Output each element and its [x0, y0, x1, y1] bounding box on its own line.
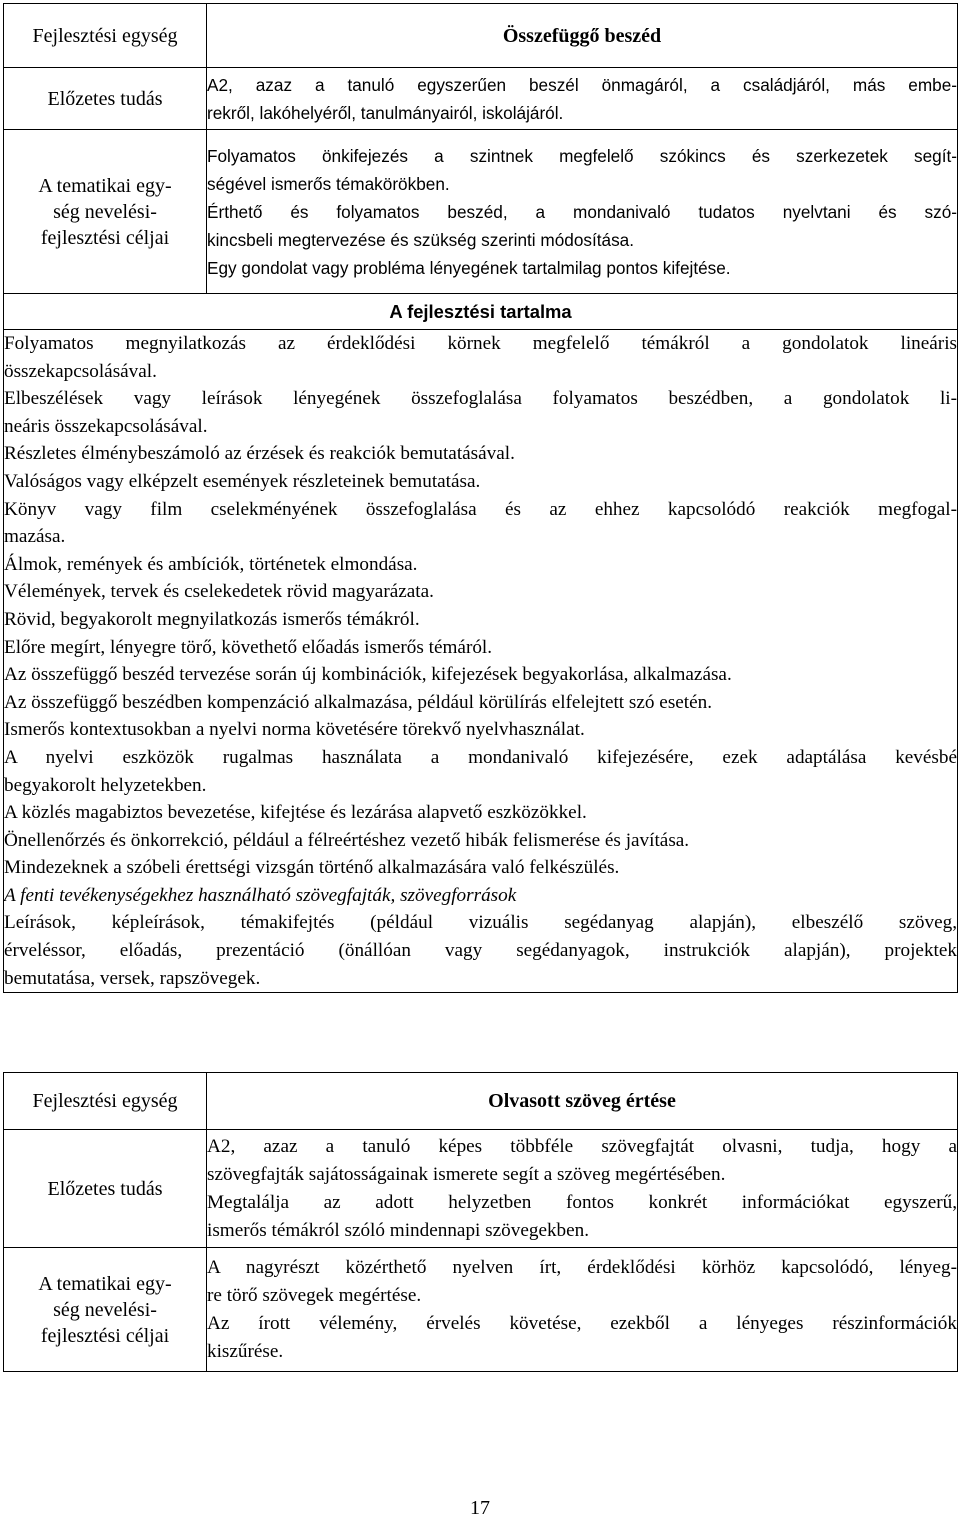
- content-line: Vélemények, tervek és cselekedetek rövid magyarázata.: [4, 581, 434, 603]
- unit-table-speaking: [3, 3, 958, 993]
- content-line: Álmok, remények és ambíciók, történetek elmondása.: [4, 553, 418, 575]
- page-number: 17: [470, 1497, 490, 1519]
- content-line: Ismerős kontextusokban a nyelvi norma követésére törekvő nyelvhasználat.: [4, 719, 585, 741]
- prior-knowledge-label: Előzetes tudás: [4, 1130, 207, 1248]
- text-types-line: érveléssor, előadás, prezentáció (önállóan vagy segédanyagok, instrukciók alapján), projektek: [4, 940, 957, 962]
- unit-table-reading: [3, 1072, 958, 1372]
- content-line: Önellenőrzés és önkorrekció, például a félreértéshez vezető hibák felismerése és javítása.: [4, 829, 690, 851]
- content-line: Rövid, begyakorolt megnyilatkozás ismerős témákról.: [4, 608, 420, 630]
- content-line: Valóságos vagy elképzelt események részleteinek bemutatása.: [4, 470, 481, 492]
- content-line: Elbeszélések vagy leírások lényegének összefoglalása folyamatos beszédben, a gondolatok li-: [4, 388, 957, 410]
- prior-knowledge-text: A2, azaz a tanuló egyszerűen beszél önmagáról, a családjáról, más embe- rekről, lakóhelyéről, tanulmányairól, iskolájáról.: [207, 68, 958, 130]
- goals-text: A nagyrészt közérthető nyelven írt, érdeklődési körhöz kapcsolódó, lényeg- re törő szövegek megértése. Az írott vélemény, érvelés követése, ezekből a lényeges részinformációk kiszűrése.: [207, 1248, 958, 1372]
- content-line: Előre megírt, lényegre törő, követhető előadás ismerős témáról.: [4, 636, 493, 658]
- content-line: Az összefüggő beszéd tervezése során új kombinációk, kifejezések begyakorlása, alkalmazása.: [4, 664, 732, 686]
- content-section-title: A fejlesztési tartalma: [4, 294, 958, 330]
- content-line: Részletes élménybeszámoló az érzések és reakciók bemutatásával.: [4, 443, 515, 465]
- content-line: Folyamatos megnyilatkozás az érdeklődési körnek megfelelő témákról a gondolatok lineáris: [4, 333, 957, 354]
- content-line: összekapcsolásával.: [4, 360, 157, 382]
- goals-text: Folyamatos önkifejezés a szintnek megfelelő szókincs és szerkezetek segít- ségével ismerős témakörökben. Érthető és folyamatos beszéd, a mondanivaló tudatos nyelvtani és szó- kincsbeli megtervezése és szükség szerinti módosítása. Egy gondolat vagy probléma lényegének tartalmilag pontos kifejtése.: [207, 130, 958, 294]
- header-unit-label: Fejlesztési egység: [4, 4, 207, 68]
- prior-knowledge-text: A2, azaz a tanuló képes többféle szövegfajtát olvasni, tudja, hogy a szövegfajták sajátosságainak ismerete segít a szöveg megértésében. Megtalálja az adott helyzetben fontos konkrét információkat egyszerű, ismerős témákról szóló mindennapi szövegekben.: [207, 1130, 958, 1248]
- text-types-line: Leírások, képleírások, témakifejtés (például vizuális segédanyag alapján), elbeszélő szöveg,: [4, 912, 957, 934]
- content-line: Könyv vagy film cselekményének összefoglalása és az ehhez kapcsolódó reakciók megfogal-: [4, 498, 957, 520]
- content-line: Mindezeknek a szóbeli érettségi vizsgán történő alkalmazására való felkészülés.: [4, 857, 620, 879]
- header-unit-label: Fejlesztési egység: [4, 1073, 207, 1130]
- goals-label: A tematikai egy- ség nevelési- fejlesztési céljai: [4, 130, 207, 294]
- header-unit-title: Összefüggő beszéd: [207, 4, 958, 68]
- header-unit-title: Olvasott szöveg értése: [207, 1073, 958, 1130]
- prior-knowledge-label: Előzetes tudás: [4, 68, 207, 130]
- text-types-line: bemutatása, versek, rapszövegek.: [4, 967, 261, 989]
- text-types-title: A fenti tevékenységekhez használható szövegfajták, szövegforrások: [4, 884, 517, 906]
- content-body: [4, 330, 958, 993]
- content-line: A nyelvi eszközök rugalmas használata a mondanivaló kifejezésére, ezek adaptálása kevésbé: [4, 746, 957, 768]
- content-line: begyakorolt helyzetekben.: [4, 774, 207, 796]
- content-line: Az összefüggő beszédben kompenzáció alkalmazása, például körülírás elfelejtett szó esetén.: [4, 691, 713, 713]
- content-line: neáris összekapcsolásával.: [4, 415, 208, 437]
- goals-label: A tematikai egy- ség nevelési- fejlesztési céljai: [4, 1248, 207, 1372]
- content-line: mazása.: [4, 526, 66, 548]
- content-line: A közlés magabiztos bevezetése, kifejtése és lezárása alapvető eszközökkel.: [4, 802, 587, 824]
